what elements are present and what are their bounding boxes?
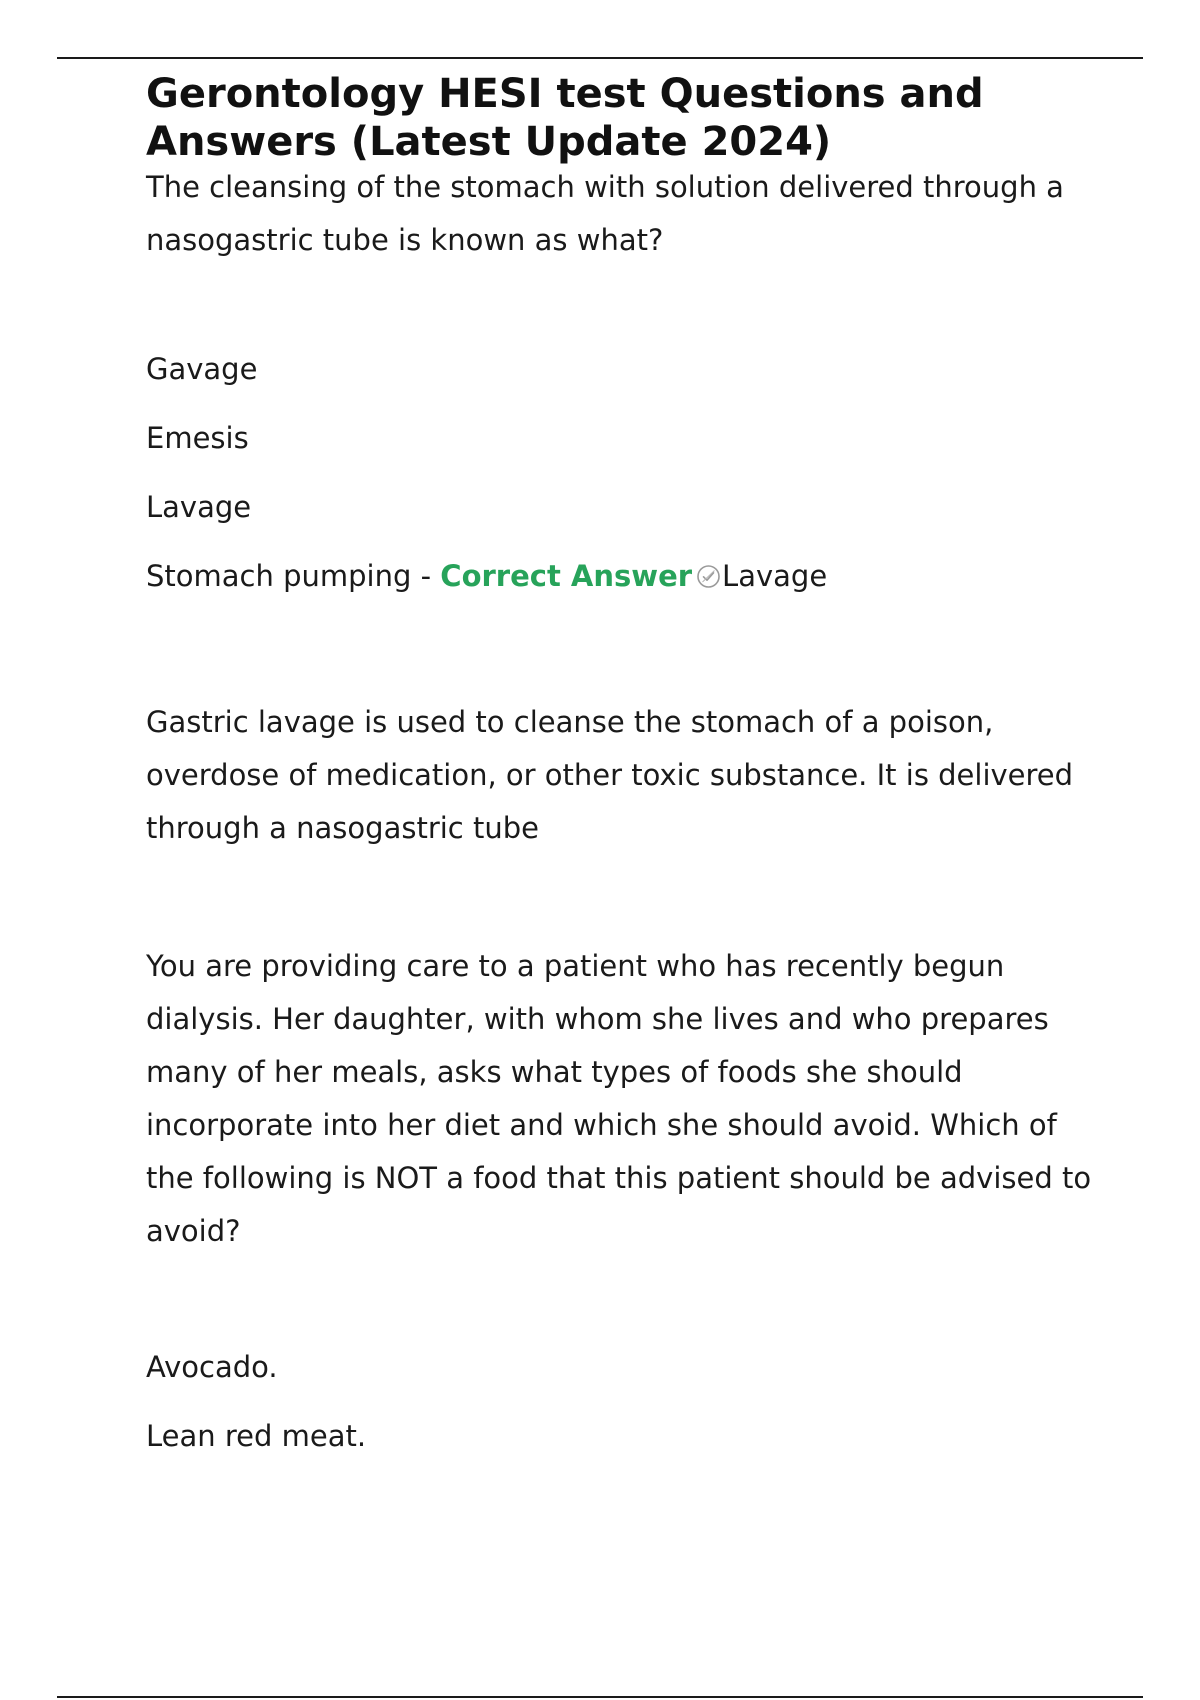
option-item: Stomach pumping bbox=[146, 559, 412, 593]
option-item: Gavage bbox=[146, 352, 258, 386]
question-2 bbox=[146, 940, 1096, 1471]
check-circle-icon bbox=[696, 545, 721, 570]
option-item: Emesis bbox=[146, 421, 249, 455]
question-text: The cleansing of the stomach with solution delivered through a nasogastric tube is known as what? bbox=[146, 170, 1064, 257]
answer-explanation: Gastric lavage is used to cleanse the stomach of a poison, overdose of medication, or other toxic substance. It is delivered through a nasogastric tube bbox=[146, 705, 1074, 845]
option-list bbox=[146, 1333, 1096, 1471]
correct-answer-value: Lavage bbox=[722, 559, 828, 593]
document-body bbox=[146, 70, 1096, 1471]
answer-separator: - bbox=[411, 559, 441, 593]
top-rule bbox=[57, 57, 1143, 59]
option-item: Lavage bbox=[146, 490, 252, 524]
correct-answer-label: Correct Answer bbox=[440, 559, 693, 593]
document-title: Gerontology HESI test Questions and Answers (Latest Update 2024) bbox=[146, 71, 984, 165]
option-item: Lean red meat. bbox=[146, 1419, 367, 1453]
question-1 bbox=[146, 161, 1096, 855]
option-item: Avocado. bbox=[146, 1350, 278, 1384]
bottom-rule bbox=[57, 1696, 1143, 1698]
option-with-answer bbox=[146, 542, 1096, 611]
question-text: You are providing care to a patient who has recently begun dialysis. Her daughter, with whom she lives and who prepares many of her meals, asks what types of foods she should incorporate into her diet and which she should avoid. Which of the following is NOT a food that this patient should be advised to avoid? bbox=[146, 949, 1092, 1248]
option-list bbox=[146, 335, 1096, 611]
